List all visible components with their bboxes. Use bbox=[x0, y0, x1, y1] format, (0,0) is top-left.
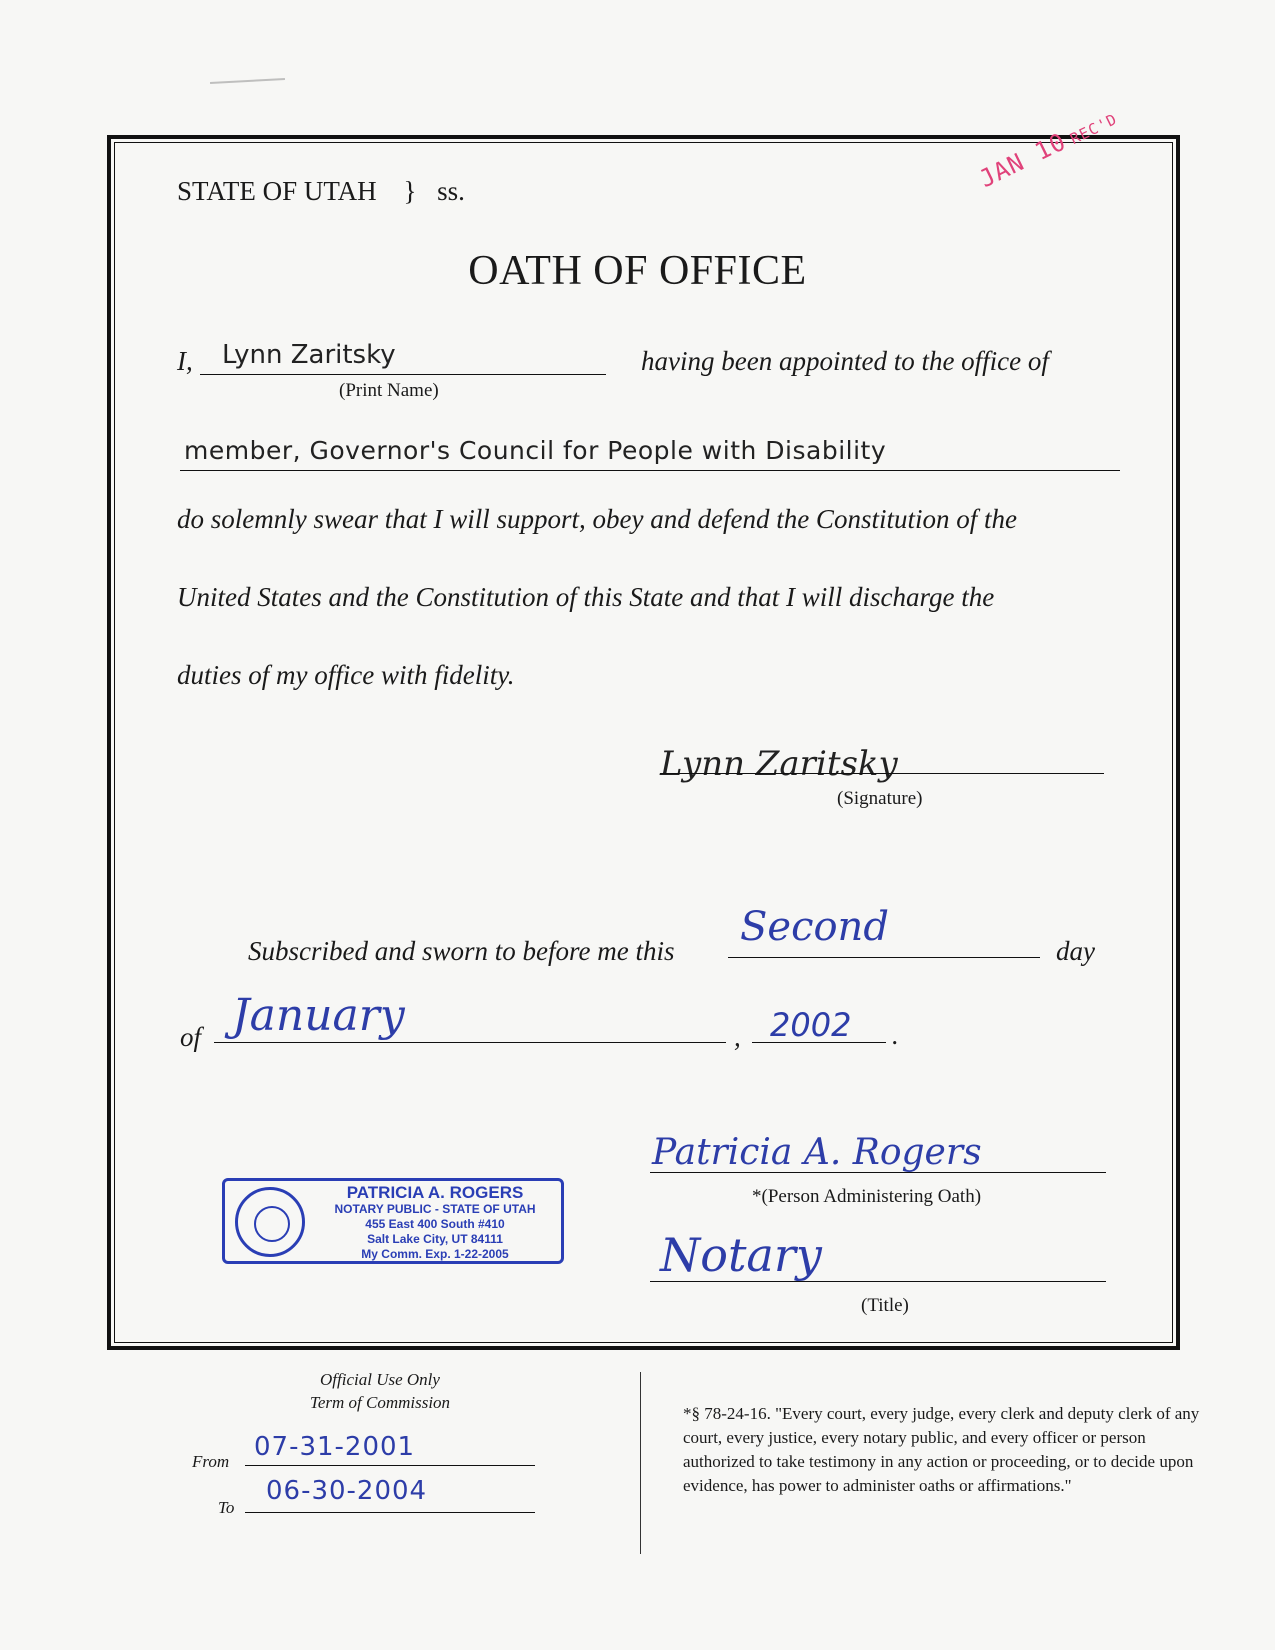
form-border-inner bbox=[114, 142, 1173, 1343]
notary-stamp bbox=[222, 1178, 564, 1264]
title-line bbox=[650, 1281, 1106, 1282]
year-value[interactable]: 2002 bbox=[770, 1006, 852, 1044]
month-value[interactable]: January bbox=[232, 990, 405, 1041]
date-period: . bbox=[892, 1020, 899, 1050]
state-name: STATE OF UTAH bbox=[177, 176, 377, 206]
notary-name: PATRICIA A. ROGERS bbox=[346, 1183, 524, 1202]
official-use-heading1: Official Use Only bbox=[320, 1370, 440, 1389]
signature-line bbox=[660, 773, 1104, 774]
office-line bbox=[180, 470, 1120, 471]
from-label: From bbox=[192, 1452, 230, 1471]
oath-signature-value[interactable]: Lynn Zaritsky bbox=[660, 744, 898, 784]
administrator-caption: *(Person Administering Oath) bbox=[752, 1186, 982, 1207]
year-line bbox=[752, 1042, 886, 1043]
date-comma: , bbox=[734, 1022, 741, 1052]
received-stamp-label: REC'D bbox=[1067, 109, 1121, 149]
state-seal-icon bbox=[235, 1187, 305, 1257]
appointed-text: having been appointed to the office of bbox=[641, 346, 1049, 376]
official-use-heading2: Term of Commission bbox=[309, 1393, 451, 1412]
oath-text-line3: duties of my office with fidelity. bbox=[177, 660, 515, 690]
print-name-caption: (Print Name) bbox=[339, 380, 439, 401]
document-title: OATH OF OFFICE bbox=[468, 248, 807, 294]
oath-text-line2: United States and the Constitution of this State and that I will discharge the bbox=[177, 582, 995, 612]
term-from-value[interactable]: 07-31-2001 bbox=[254, 1432, 416, 1462]
title-caption: (Title) bbox=[861, 1295, 909, 1316]
month-line bbox=[214, 1042, 726, 1043]
term-to-value[interactable]: 06-30-2004 bbox=[266, 1476, 428, 1506]
notary-title: NOTARY PUBLIC - STATE OF UTAH bbox=[334, 1202, 536, 1216]
administrator-title-value[interactable]: Notary bbox=[660, 1228, 822, 1282]
print-name-line bbox=[200, 374, 606, 375]
received-stamp-date: JAN 10 bbox=[975, 127, 1071, 194]
oath-text-line1: do solemnly swear that I will support, obey and defend the Constitution of the bbox=[177, 504, 1017, 534]
page-mark bbox=[210, 78, 285, 84]
notary-city: Salt Lake City, UT 84111 bbox=[367, 1232, 503, 1246]
day-line bbox=[728, 957, 1040, 958]
oath-i-prefix: I, bbox=[177, 346, 193, 376]
statute-note: *§ 78-24-16. "Every court, every judge, every clerk and deputy clerk of any court, every justice, every notary public, and every officer or person authorized to take testimony in any action or proceeding, or to decide upon evidence, has power to administer oaths or affirmations." bbox=[683, 1404, 1200, 1495]
to-line bbox=[245, 1512, 535, 1513]
venue-ss: ss. bbox=[437, 176, 465, 206]
to-label: To bbox=[218, 1498, 235, 1517]
print-name-value[interactable]: Lynn Zaritsky bbox=[222, 340, 396, 370]
subscribed-text: Subscribed and sworn to before me this bbox=[248, 936, 675, 966]
office-value[interactable]: member, Governor's Council for People with Disability bbox=[184, 436, 887, 465]
from-line bbox=[245, 1465, 535, 1466]
footer-divider bbox=[640, 1372, 641, 1554]
administrator-line bbox=[650, 1172, 1106, 1173]
official-use-heading bbox=[300, 1368, 460, 1414]
administrator-signature[interactable]: Patricia A. Rogers bbox=[652, 1132, 982, 1173]
venue-brace: } bbox=[403, 176, 417, 206]
day-label: day bbox=[1056, 936, 1095, 966]
of-label: of bbox=[180, 1022, 202, 1052]
day-value[interactable]: Second bbox=[740, 904, 889, 950]
venue-header bbox=[177, 176, 465, 207]
notary-commission-expiry: My Comm. Exp. 1-22-2005 bbox=[361, 1247, 509, 1261]
signature-caption: (Signature) bbox=[837, 788, 923, 809]
notary-address: 455 East 400 South #410 bbox=[365, 1217, 505, 1231]
